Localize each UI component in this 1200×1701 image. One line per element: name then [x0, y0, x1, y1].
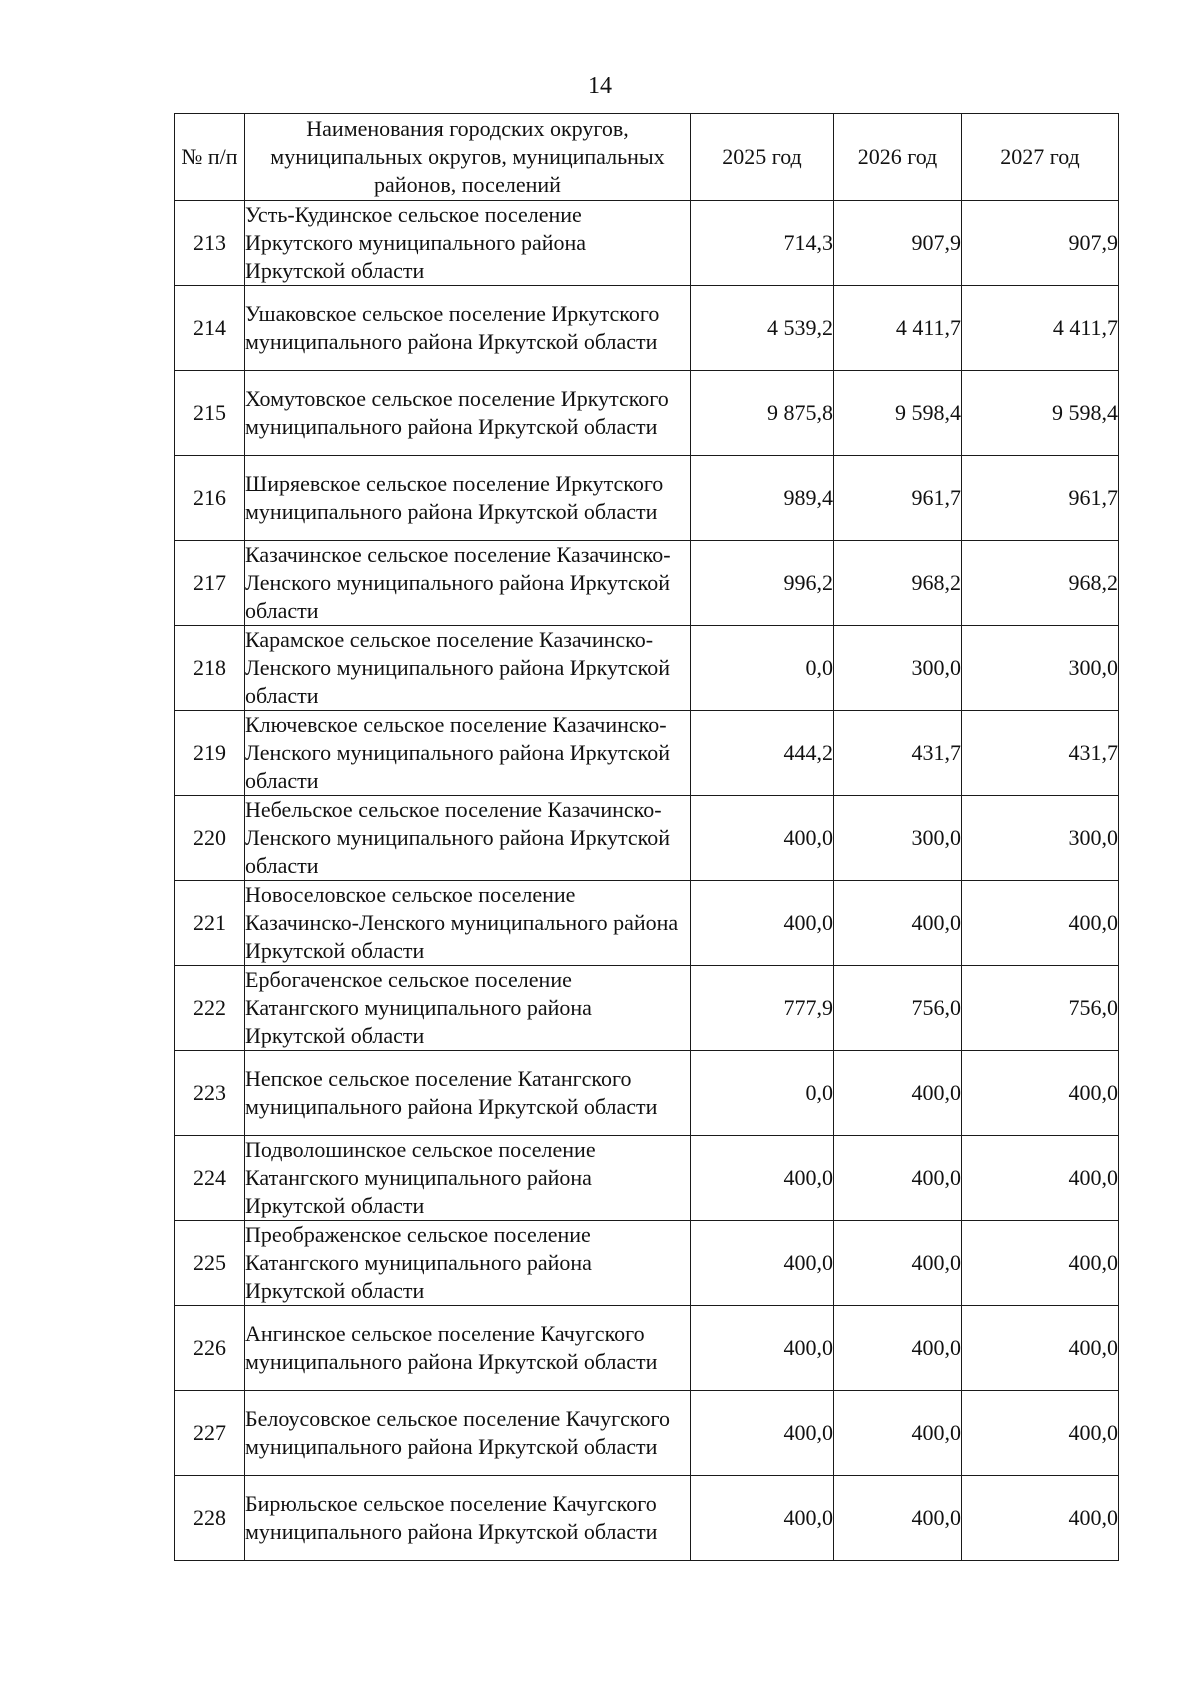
value-2026: 961,7	[834, 456, 962, 541]
value-2026: 400,0	[834, 1306, 962, 1391]
value-2026: 907,9	[834, 201, 962, 286]
table-row	[175, 286, 1119, 371]
value-2027: 400,0	[962, 1221, 1119, 1306]
row-name: Ушаковское сельское поселение Иркутского муниципального района Иркутской области	[245, 286, 691, 371]
row-name: Небельское сельское поселение Казачинско-Ленского муниципального района Иркутской области	[245, 796, 691, 881]
value-2025: 714,3	[691, 201, 834, 286]
value-2026: 300,0	[834, 626, 962, 711]
row-name: Ключевское сельское поселение Казачинско-Ленского муниципального района Иркутской области	[245, 711, 691, 796]
value-2026: 300,0	[834, 796, 962, 881]
value-2027: 300,0	[962, 796, 1119, 881]
value-2025: 400,0	[691, 1306, 834, 1391]
value-2025: 400,0	[691, 1476, 834, 1561]
value-2025: 400,0	[691, 1221, 834, 1306]
table-row	[175, 1221, 1119, 1306]
value-2025: 0,0	[691, 626, 834, 711]
row-name: Ербогаченское сельское поселение Катангского муниципального района Иркутской области	[245, 966, 691, 1051]
table-row	[175, 881, 1119, 966]
value-2025: 989,4	[691, 456, 834, 541]
table-row	[175, 1136, 1119, 1221]
table-row	[175, 1391, 1119, 1476]
value-2026: 4 411,7	[834, 286, 962, 371]
value-2027: 907,9	[962, 201, 1119, 286]
value-2026: 400,0	[834, 1136, 962, 1221]
row-name: Казачинское сельское поселение Казачинско-Ленского муниципального района Иркутской области	[245, 541, 691, 626]
table-row	[175, 201, 1119, 286]
value-2025: 996,2	[691, 541, 834, 626]
row-number: 220	[175, 796, 245, 881]
row-name: Новоселовское сельское поселение Казачинско-Ленского муниципального района Иркутской области	[245, 881, 691, 966]
value-2027: 400,0	[962, 1051, 1119, 1136]
table-row	[175, 966, 1119, 1051]
row-number: 213	[175, 201, 245, 286]
table-row	[175, 371, 1119, 456]
value-2025: 4 539,2	[691, 286, 834, 371]
value-2026: 400,0	[834, 1476, 962, 1561]
table-row	[175, 1306, 1119, 1391]
value-2027: 4 411,7	[962, 286, 1119, 371]
value-2025: 400,0	[691, 881, 834, 966]
row-number: 222	[175, 966, 245, 1051]
value-2027: 400,0	[962, 881, 1119, 966]
value-2025: 400,0	[691, 1391, 834, 1476]
row-name: Карамское сельское поселение Казачинско-Ленского муниципального района Иркутской области	[245, 626, 691, 711]
value-2025: 9 875,8	[691, 371, 834, 456]
value-2026: 400,0	[834, 881, 962, 966]
row-name: Преображенское сельское поселение Катангского муниципального района Иркутской области	[245, 1221, 691, 1306]
value-2027: 400,0	[962, 1306, 1119, 1391]
row-name: Бирюльское сельское поселение Качугского муниципального района Иркутской области	[245, 1476, 691, 1561]
table-row	[175, 456, 1119, 541]
value-2026: 400,0	[834, 1391, 962, 1476]
row-number: 224	[175, 1136, 245, 1221]
value-2026: 9 598,4	[834, 371, 962, 456]
header-2027: 2027 год	[962, 114, 1119, 201]
value-2026: 400,0	[834, 1051, 962, 1136]
value-2025: 400,0	[691, 1136, 834, 1221]
row-name: Белоусовское сельское поселение Качугского муниципального района Иркутской области	[245, 1391, 691, 1476]
value-2027: 756,0	[962, 966, 1119, 1051]
header-2025: 2025 год	[691, 114, 834, 201]
row-number: 219	[175, 711, 245, 796]
table-row	[175, 796, 1119, 881]
row-name: Ангинское сельское поселение Качугского муниципального района Иркутской области	[245, 1306, 691, 1391]
row-name: Хомутовское сельское поселение Иркутского муниципального района Иркутской области	[245, 371, 691, 456]
table-row	[175, 1476, 1119, 1561]
value-2025: 777,9	[691, 966, 834, 1051]
header-number: № п/п	[175, 114, 245, 201]
value-2026: 431,7	[834, 711, 962, 796]
value-2026: 400,0	[834, 1221, 962, 1306]
value-2025: 444,2	[691, 711, 834, 796]
value-2027: 400,0	[962, 1476, 1119, 1561]
row-number: 214	[175, 286, 245, 371]
row-name: Усть-Кудинское сельское поселение Иркутского муниципального района Иркутской области	[245, 201, 691, 286]
row-number: 226	[175, 1306, 245, 1391]
row-number: 217	[175, 541, 245, 626]
value-2026: 756,0	[834, 966, 962, 1051]
value-2027: 9 598,4	[962, 371, 1119, 456]
page-number: 14	[588, 73, 612, 99]
row-number: 225	[175, 1221, 245, 1306]
value-2027: 431,7	[962, 711, 1119, 796]
value-2025: 0,0	[691, 1051, 834, 1136]
row-number: 228	[175, 1476, 245, 1561]
value-2027: 968,2	[962, 541, 1119, 626]
budget-table	[174, 113, 1119, 1561]
header-name: Наименования городских округов, муниципальных округов, муниципальных районов, поселений	[245, 114, 691, 201]
value-2027: 400,0	[962, 1136, 1119, 1221]
table-header-row	[175, 114, 1119, 201]
header-2026: 2026 год	[834, 114, 962, 201]
value-2027: 300,0	[962, 626, 1119, 711]
row-number: 215	[175, 371, 245, 456]
row-number: 221	[175, 881, 245, 966]
row-number: 216	[175, 456, 245, 541]
row-number: 218	[175, 626, 245, 711]
table-row	[175, 711, 1119, 796]
row-number: 223	[175, 1051, 245, 1136]
row-name: Подволошинское сельское поселение Катангского муниципального района Иркутской области	[245, 1136, 691, 1221]
row-number: 227	[175, 1391, 245, 1476]
table-row	[175, 626, 1119, 711]
row-name: Ширяевское сельское поселение Иркутского муниципального района Иркутской области	[245, 456, 691, 541]
value-2026: 968,2	[834, 541, 962, 626]
value-2027: 400,0	[962, 1391, 1119, 1476]
value-2025: 400,0	[691, 796, 834, 881]
table-body	[175, 201, 1119, 1561]
row-name: Непское сельское поселение Катангского муниципального района Иркутской области	[245, 1051, 691, 1136]
table-row	[175, 1051, 1119, 1136]
table-row	[175, 541, 1119, 626]
value-2027: 961,7	[962, 456, 1119, 541]
